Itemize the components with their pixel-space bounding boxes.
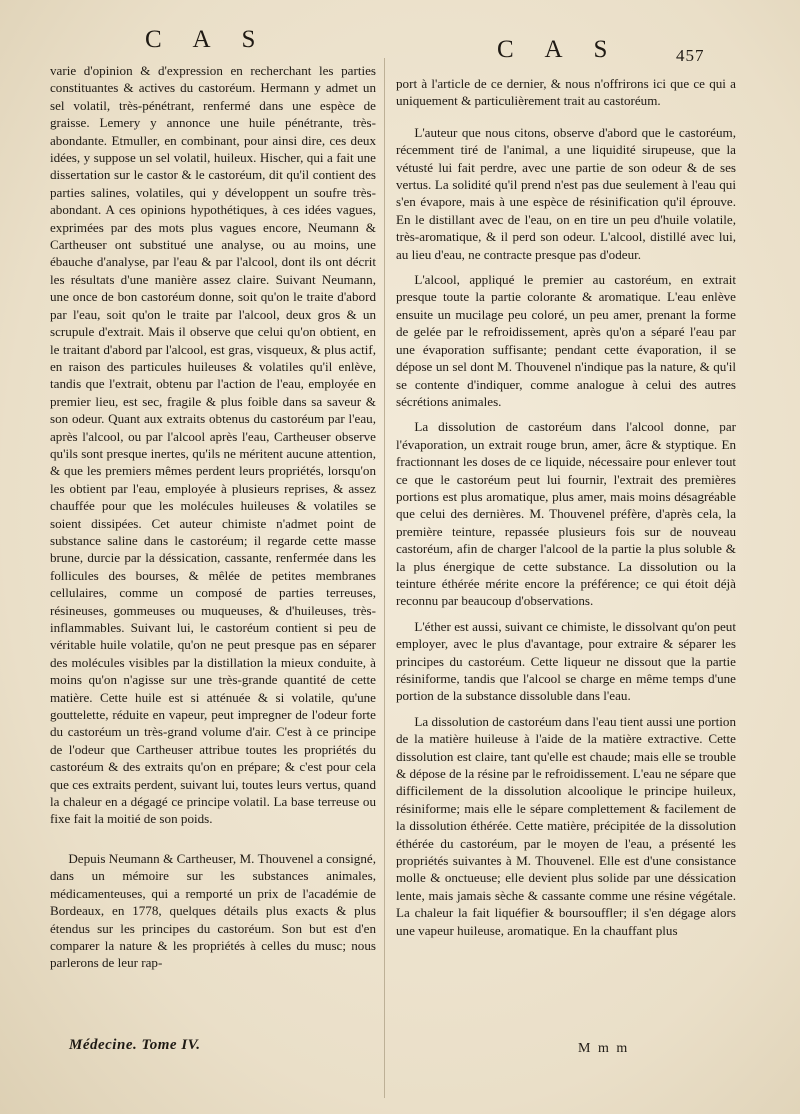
- running-head-right: C A S: [497, 36, 621, 63]
- running-head-left: C A S: [145, 26, 269, 53]
- right-column: [396, 75, 736, 939]
- right-paragraph-6: La dissolution de castoréum dans l'eau tient aussi une portion de la matière huileuse à l'aide de la matière extractive. Cette dissolution est claire, tant qu'elle est chaude; mais elle se trouble & dépose de la résine par le refroidissement. L'eau ne sépare que difficilement de la dissolution alcoolique le principe huileux, résiniforme; mais elle le sépare complettement & facilement de la dissolution éthérée. Cette matière, précipitée de la dissolution éthérée du castoréum, par le moyen de l'eau, a présenté les propriétés suivantes à M. Thouvenel. Elle est d'une consistance molle & onctueuse; elle devient plus solide par une déssication lente, mais jamais sèche & cassante comme une résine végétale. La chaleur la fait liquéfier & boursouffler; il s'en dégage alors une vapeur huileuse, aromatique. En la chauffant plus: [396, 713, 736, 938]
- left-paragraph-2: Depuis Neumann & Cartheuser, M. Thouvenel a consigné, dans un mémoire sur les substances animales, médicamenteuses, qui a remporté un prix de l'académie de Bordeaux, en 1778, quelques détails plus exacts & plus étendus sur les principes du castoréum. Son but est d'en comparer la nature & les propriétés à celles du musc; nous parlerons de leur rap-: [50, 850, 376, 971]
- right-paragraph-5: L'éther est aussi, suivant ce chimiste, le dissolvant qu'on peut employer, avec le plus d'avantage, pour extraire & séparer les principes du castoréum. Cette liqueur ne dissout que la partie résiniforme, tandis que l'alcool se charge en même temps d'une portion de la substance dissoluble dans l'eau.: [396, 618, 736, 704]
- right-paragraph-4: La dissolution de castoréum dans l'alcool donne, par l'évaporation, un extrait rouge brun, amer, âcre & styptique. En fractionnant les doses de ce liquide, nécessaire pour enlever tout ce que le castoréum peut lui fournir, l'extrait des premières portions est plus aromatique, plus amer, mais moins désagréable que celui des dernières. M. Thouvenel préfère, d'après cela, la première teinture, repassée plusieurs fois sur de nouveau castoréum, afin de charger l'alcool de la partie la plus soluble & la plus énergique de cette substance. La dissolution ou la teinture éthérée mérite encore la préférence; ce qui étoit déjà reconnu par beaucoup d'observations.: [396, 419, 736, 609]
- right-paragraph-2: L'auteur que nous citons, observe d'abord que le castoréum, récemment tiré de l'animal, a une liquidité sirupeuse, que la vétusté lui fait perdre, avec une partie de son odeur & de ses vertus. La solidité qu'il prend n'est pas due seulement à l'eau qui s'en évapore, mais à une espèce de résinification qu'il éprouve. En le distillant avec de l'eau, on en tire un peu d'huile volatile, très-aromatique, & il perd son odeur. L'alcool, distillé avec lui, au lieu d'eau, ne contracte presque pas d'odeur.: [396, 124, 736, 262]
- left-paragraph-1: varie d'opinion & d'expression en recherchant les parties constituantes & actives du castoréum. Hermann y admet un sel volatil, très-pénétrant, renfermé dans une espèce de graisse. Lemery y annonce une huile pénétrante, très-abondante. Etmuller, en combinant, pour ainsi dire, ces deux idées, y suppose un sel volatil, huileux. Hischer, qui a fait une dissertation sur le castor & le castoréum, dit qu'il contient des parties salines, volatiles, qui y développent un soufre très-abondant. A ces opinions hypothétiques, à ces idées vagues, exprimées par des mots plus vagues encore, Neumann & Cartheuser ont substitué une analyse, ou au moins, une ébauche d'analyse, par l'eau & par l'alcool, dont ils ont décrit les résultats d'une manière assez claire. Suivant Neumann, une once de bon castoréum donne, soit qu'on le traite d'abord par l'eau, soit qu'on le traite par l'alcool, deux gros & un scrupule d'extrait. Mais il observe que celui qu'on obtient, en le traitant d'abord par l'alcool, est gras, visqueux, & plus actif, en raison des particules huileuses & volatiles qu'il enlève, tandis que l'extrait, obtenu par l'action de l'eau, employée en premier lieu, est sec, fragile & plus foible dans sa saveur & son odeur. Quant aux extraits obtenus du castoréum par l'eau, après l'alcool, ou par l'alcool après l'eau, Cartheuser observe qu'ils sont presque inertes, qu'ils ne méritent aucune attention, & que les premiers mêmes perdent leurs propriétés, lorsqu'on les obtient par l'eau, employée à plusieurs reprises, & assez chauffée pour que les molécules huileuses & volatiles se soient dissipées. Cet auteur chimiste n'admet point de substance saline dans le castoréum; il regarde cette masse brune, durcie par la déssication, cassante, renfermée dans les follicules des bourses, & mêlée de petites membranes cellulaires, comme un composé de parties terreuses, résineuses, gommeuses ou muqueuses, & d'huileuses, très-inflammables. Suivant lui, le castoréum contient si peu de véritable huile volatile, qu'on ne peut presque pas en séparer des molécules visibles par la distillation la mieux conduite, à moins qu'on n'agisse sur une très-grande quantité de cette matière. Cette huile est si atténuée & si volatile, qu'une gouttelette, réduite en vapeur, peut impregner de l'odeur forte du castoréum un très-grand volume d'air. C'est à ce principe de l'odeur que Cartheuser attribue toutes les propriétés du castoréum & des extraits qu'on en prépare; & c'est pour cela que ces extraits perdent, suivant lui, toutes leurs vertus, quand la chaleur en a dégagé ce principe volatil. La base terreuse ou fixe fait la moitié de son poids.: [50, 63, 376, 827]
- signature-mark: M m m: [578, 1041, 630, 1056]
- footer-volume: Médecine. Tome IV.: [69, 1037, 201, 1053]
- column-divider: [384, 58, 385, 1098]
- right-paragraph-1: port à l'article de ce dernier, & nous n'offrirons ici que ce qui a uniquement & particulièrement trait au castoréum.: [396, 76, 736, 109]
- left-column: [50, 62, 376, 972]
- page-number: 457: [676, 46, 705, 65]
- right-paragraph-3: L'alcool, appliqué le premier au castoréum, en extrait presque toute la partie colorante & aromatique. L'eau enlève ensuite un mucilage peu coloré, un peu amer, prenant la forme de gelée par le refroidissement, après qu'on a séparé l'eau par une évaporation suffisante; pendant cette évaporation, il se dépose un sel dont M. Thouvenel n'indique pas la nature, & qu'il se contente d'indiquer, comme analogue à celui des autres sécrétions animales.: [396, 272, 736, 409]
